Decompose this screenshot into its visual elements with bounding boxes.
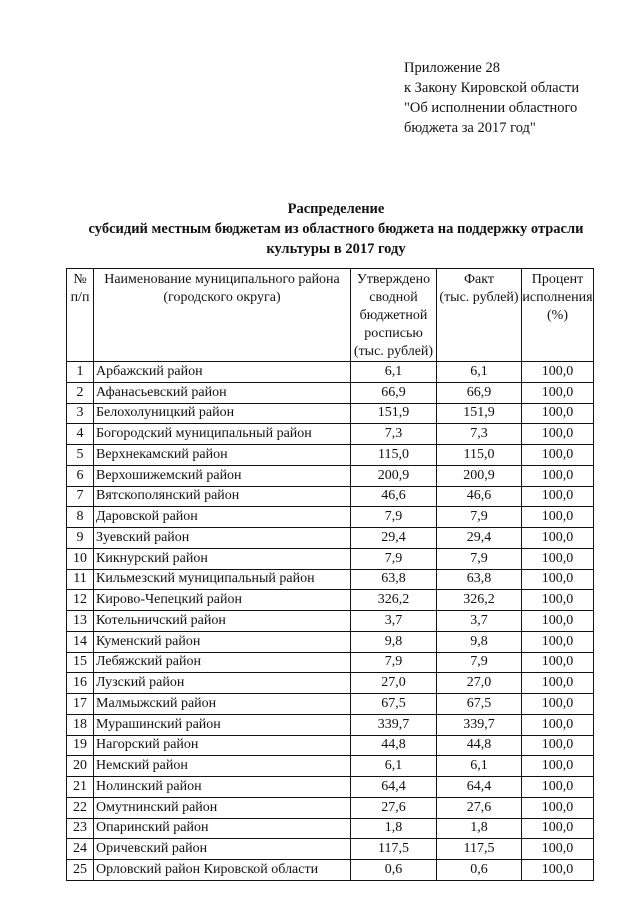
fact-value: 7,9 (437, 507, 522, 528)
percent-value: 100,0 (522, 694, 594, 715)
fact-value: 44,8 (437, 735, 522, 756)
district-name: Нолинский район (94, 777, 351, 798)
fact-value: 67,5 (437, 694, 522, 715)
table-row (67, 465, 594, 486)
approved-value: 339,7 (351, 714, 437, 735)
approved-value: 44,8 (351, 735, 437, 756)
district-name: Кирово-Чепецкий район (94, 590, 351, 611)
approved-value: 7,3 (351, 424, 437, 445)
fact-value: 7,9 (437, 652, 522, 673)
table-row (67, 590, 594, 611)
district-name: Афанасьевский район (94, 382, 351, 403)
fact-value: 151,9 (437, 403, 522, 424)
fact-value: 66,9 (437, 382, 522, 403)
approved-value: 7,9 (351, 652, 437, 673)
fact-value: 64,4 (437, 777, 522, 798)
approved-value: 6,1 (351, 756, 437, 777)
row-number: 1 (67, 362, 94, 383)
table-row (67, 631, 594, 652)
table-row (67, 382, 594, 403)
table-row (67, 714, 594, 735)
fact-value: 115,0 (437, 445, 522, 466)
fact-value: 7,3 (437, 424, 522, 445)
appendix-line: к Закону Кировской области (404, 80, 580, 96)
table-row (67, 860, 594, 881)
approved-value: 115,0 (351, 445, 437, 466)
percent-value: 100,0 (522, 673, 594, 694)
fact-value: 29,4 (437, 528, 522, 549)
table-row (67, 445, 594, 466)
district-name: Оричевский район (94, 839, 351, 860)
row-number: 10 (67, 548, 94, 569)
appendix-line: бюджета за 2017 год" (404, 120, 536, 136)
district-name: Зуевский район (94, 528, 351, 549)
district-name: Орловский район Кировской области (94, 860, 351, 881)
approved-value: 67,5 (351, 694, 437, 715)
fact-value: 6,1 (437, 362, 522, 383)
approved-value: 0,6 (351, 860, 437, 881)
percent-value: 100,0 (522, 590, 594, 611)
district-name: Верхнекамский район (94, 445, 351, 466)
title-line: культуры в 2017 году (266, 241, 406, 257)
approved-value: 66,9 (351, 382, 437, 403)
row-number: 20 (67, 756, 94, 777)
district-name: Лузский район (94, 673, 351, 694)
table-row (67, 777, 594, 798)
table-row (67, 507, 594, 528)
approved-value: 29,4 (351, 528, 437, 549)
table-row (67, 735, 594, 756)
fact-value: 46,6 (437, 486, 522, 507)
title-line: субсидий местным бюджетам из областного бюджета на поддержку отрасли (88, 221, 584, 237)
row-number: 18 (67, 714, 94, 735)
district-name: Нагорский район (94, 735, 351, 756)
percent-value: 100,0 (522, 839, 594, 860)
district-name: Опаринский район (94, 818, 351, 839)
row-number: 9 (67, 528, 94, 549)
percent-value: 100,0 (522, 714, 594, 735)
header-num: № п/п (67, 269, 94, 362)
table-row (67, 486, 594, 507)
document-title (66, 199, 606, 259)
row-number: 17 (67, 694, 94, 715)
fact-value: 63,8 (437, 569, 522, 590)
row-number: 19 (67, 735, 94, 756)
fact-value: 339,7 (437, 714, 522, 735)
district-name: Малмыжский район (94, 694, 351, 715)
table-row (67, 694, 594, 715)
appendix-line: Приложение 28 (404, 60, 500, 76)
percent-value: 100,0 (522, 382, 594, 403)
approved-value: 46,6 (351, 486, 437, 507)
row-number: 6 (67, 465, 94, 486)
district-name: Кикнурский район (94, 548, 351, 569)
percent-value: 100,0 (522, 507, 594, 528)
header-name: Наименование муниципального района (городского округа) (94, 269, 351, 362)
approved-value: 7,9 (351, 548, 437, 569)
district-name: Лебяжский район (94, 652, 351, 673)
approved-value: 27,0 (351, 673, 437, 694)
row-number: 11 (67, 569, 94, 590)
approved-value: 1,8 (351, 818, 437, 839)
table-row (67, 818, 594, 839)
table-row (67, 839, 594, 860)
table-row (67, 673, 594, 694)
percent-value: 100,0 (522, 445, 594, 466)
percent-value: 100,0 (522, 631, 594, 652)
fact-value: 0,6 (437, 860, 522, 881)
table-row (67, 756, 594, 777)
percent-value: 100,0 (522, 465, 594, 486)
fact-value: 1,8 (437, 818, 522, 839)
district-name: Омутнинский район (94, 797, 351, 818)
row-number: 5 (67, 445, 94, 466)
row-number: 2 (67, 382, 94, 403)
table-row (67, 797, 594, 818)
percent-value: 100,0 (522, 818, 594, 839)
percent-value: 100,0 (522, 735, 594, 756)
fact-value: 7,9 (437, 548, 522, 569)
fact-value: 117,5 (437, 839, 522, 860)
fact-value: 200,9 (437, 465, 522, 486)
table-row (67, 611, 594, 632)
district-name: Верхошижемский район (94, 465, 351, 486)
row-number: 7 (67, 486, 94, 507)
approved-value: 117,5 (351, 839, 437, 860)
percent-value: 100,0 (522, 569, 594, 590)
district-name: Кильмезский муниципальный район (94, 569, 351, 590)
approved-value: 200,9 (351, 465, 437, 486)
appendix-line: "Об исполнении областного (404, 100, 578, 116)
header-fact: Факт (тыс. рублей) (437, 269, 522, 362)
approved-value: 64,4 (351, 777, 437, 798)
percent-value: 100,0 (522, 611, 594, 632)
approved-value: 326,2 (351, 590, 437, 611)
district-name: Арбажский район (94, 362, 351, 383)
title-line: Распределение (287, 201, 385, 217)
subsidy-table (66, 268, 594, 881)
fact-value: 27,6 (437, 797, 522, 818)
row-number: 25 (67, 860, 94, 881)
fact-value: 6,1 (437, 756, 522, 777)
percent-value: 100,0 (522, 777, 594, 798)
row-number: 16 (67, 673, 94, 694)
row-number: 8 (67, 507, 94, 528)
row-number: 21 (67, 777, 94, 798)
percent-value: 100,0 (522, 362, 594, 383)
percent-value: 100,0 (522, 403, 594, 424)
table-row (67, 362, 594, 383)
table-row (67, 548, 594, 569)
row-number: 14 (67, 631, 94, 652)
table-header-row (67, 269, 594, 362)
district-name: Котельничский район (94, 611, 351, 632)
header-approved: Утверждено сводной бюджетной росписью (тыс. рублей) (351, 269, 437, 362)
percent-value: 100,0 (522, 548, 594, 569)
row-number: 23 (67, 818, 94, 839)
row-number: 12 (67, 590, 94, 611)
row-number: 4 (67, 424, 94, 445)
percent-value: 100,0 (522, 797, 594, 818)
approved-value: 151,9 (351, 403, 437, 424)
fact-value: 3,7 (437, 611, 522, 632)
district-name: Белохолуницкий район (94, 403, 351, 424)
row-number: 15 (67, 652, 94, 673)
percent-value: 100,0 (522, 528, 594, 549)
district-name: Вятскополянский район (94, 486, 351, 507)
percent-value: 100,0 (522, 860, 594, 881)
approved-value: 9,8 (351, 631, 437, 652)
row-number: 13 (67, 611, 94, 632)
table-row (67, 569, 594, 590)
fact-value: 9,8 (437, 631, 522, 652)
fact-value: 27,0 (437, 673, 522, 694)
percent-value: 100,0 (522, 652, 594, 673)
district-name: Богородский муниципальный район (94, 424, 351, 445)
approved-value: 6,1 (351, 362, 437, 383)
row-number: 22 (67, 797, 94, 818)
appendix-caption (404, 58, 579, 138)
row-number: 3 (67, 403, 94, 424)
district-name: Даровской район (94, 507, 351, 528)
approved-value: 27,6 (351, 797, 437, 818)
table-row (67, 424, 594, 445)
header-percent: Процент исполнения (%) (522, 269, 594, 362)
percent-value: 100,0 (522, 486, 594, 507)
approved-value: 7,9 (351, 507, 437, 528)
row-number: 24 (67, 839, 94, 860)
table-row (67, 652, 594, 673)
table-row (67, 528, 594, 549)
district-name: Мурашинский район (94, 714, 351, 735)
approved-value: 63,8 (351, 569, 437, 590)
percent-value: 100,0 (522, 424, 594, 445)
fact-value: 326,2 (437, 590, 522, 611)
district-name: Немский район (94, 756, 351, 777)
table-row (67, 403, 594, 424)
district-name: Куменский район (94, 631, 351, 652)
approved-value: 3,7 (351, 611, 437, 632)
percent-value: 100,0 (522, 756, 594, 777)
